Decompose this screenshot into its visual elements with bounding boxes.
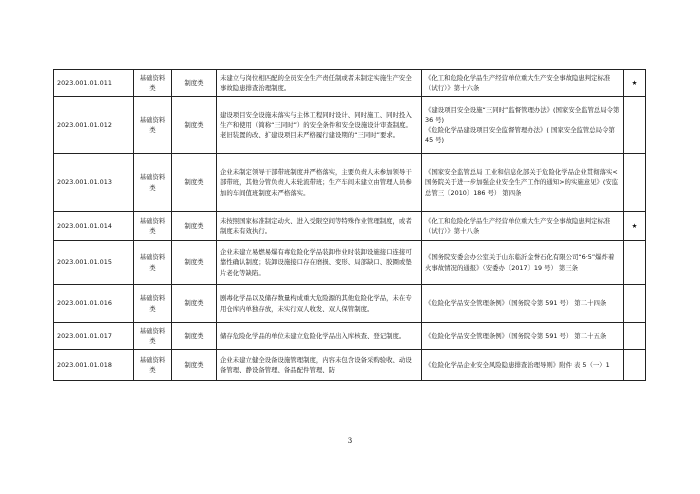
description-cell [217,285,422,323]
category-cell: 基础资料类 [134,212,172,241]
type-cell: 制度类 [172,154,217,212]
item-code-cell: 2023.001.01.015 [54,241,134,285]
basis-paragraph: 《国务院安委会办公室关于山东临沂金誉石化有限公司“6·5”爆炸着火事故情况的通报》（安委办〔2017〕19 号） 第三条 [425,253,615,272]
description-cell [217,323,422,350]
description-paragraph: 未建立与岗位相匹配的全员安全生产责任制或者未制定实施生产安全事故隐患排查治理制度。 [220,73,412,92]
major-hazard-star-icon [624,241,646,285]
description-paragraph: 企业未制定领导干部带班制度并严格落实，主要负责人未参加领导干部带班，其他分管负责人未轮流带班；生产车间未建立由管理人员参加的车间值班制度未严格落实。 [220,168,412,197]
description-cell [217,350,422,381]
table-row [54,350,646,381]
major-hazard-star-icon: ★ [624,212,646,241]
description-paragraph: 未按照国家标准制定动火、进入受限空间等特殊作业管理制度，或者制度未有效执行。 [220,216,412,235]
basis-paragraph: 《危险化学品安全管理条例》（国务院令第 591 号） 第二十四条 [425,299,607,308]
major-hazard-star-icon [624,350,646,381]
page-number: 3 [347,437,353,445]
type-cell: 制度类 [172,241,217,285]
table-row [54,285,646,323]
basis-paragraph: 《化工和危险化学品生产经营单位重大生产安全事故隐患判定标准（试行）》第十六条 [425,73,611,92]
description-paragraph: 企业未建立易燃易爆有毒危险化学品装卸作业时装卸设施接口连接可靠性确认制度；装卸设施接口存在磨损、变形、局部缺口、胶圈或垫片老化等缺陷。 [220,248,412,277]
item-code-cell: 2023.001.01.018 [54,350,134,381]
type-cell: 制度类 [172,212,217,241]
basis-cell [422,97,624,154]
basis-paragraph: 《建设项目安全设施“三同时”监督管理办法》(国家安全监管总局令第 36 号) [425,105,620,124]
description-cell [217,241,422,285]
item-code-cell: 2023.001.01.014 [54,212,134,241]
basis-cell [422,285,624,323]
regulation-table [53,69,646,381]
table-row [54,154,646,212]
major-hazard-star-icon [624,97,646,154]
category-cell: 基础资料类 [134,350,172,381]
description-cell [217,97,422,154]
item-code-cell: 2023.001.01.016 [54,285,134,323]
type-cell: 制度类 [172,285,217,323]
basis-cell [422,70,624,97]
basis-cell [422,154,624,212]
category-cell: 基础资料类 [134,70,172,97]
type-cell: 制度类 [172,323,217,350]
description-paragraph: 建设项目安全设施未落实与主体工程同时设计、同时施工、同时投入生产和使用（简称“三同时”）的安全条件和安全设施设计审查制度。 [220,110,412,129]
category-cell: 基础资料类 [134,241,172,285]
table-row [54,70,646,97]
category-cell: 基础资料类 [134,323,172,350]
description-paragraph: 储存危险化学品的单位未建立危险化学品出入库核查、登记制度。 [220,331,406,340]
basis-cell [422,323,624,350]
type-cell: 制度类 [172,97,217,154]
table-row [54,97,646,154]
category-cell: 基础资料类 [134,154,172,212]
basis-cell [422,212,624,241]
item-code-cell: 2023.001.01.013 [54,154,134,212]
table-row [54,241,646,285]
basis-cell [422,241,624,285]
basis-paragraph: 《危险化学品企业安全风险隐患排查治理导则》附件 表 5（一）1 [425,360,610,369]
description-paragraph: 老旧装置的改、扩建设项目未严格履行建设期的“三同时”要求。 [220,131,400,140]
category-cell: 基础资料类 [134,285,172,323]
basis-paragraph: 《化工和危险化学品生产经营单位重大生产安全事故隐患判定标准（试行）》第十八条 [425,216,611,235]
description-cell [217,212,422,241]
description-cell [217,154,422,212]
type-cell: 制度类 [172,350,217,381]
regulation-table-body [54,70,646,381]
item-code-cell: 2023.001.01.012 [54,97,134,154]
basis-cell [422,350,624,381]
item-code-cell: 2023.001.01.011 [54,70,134,97]
basis-paragraph: 《国家安全监管总局 工业和信息化部关于危险化学品企业贯彻落实<国务院关于进一步加强企业安全生产工作的通知>的实施意见》(安监总管三〔2010〕186 号） 第四条 [425,168,619,197]
basis-paragraph: 《危险化学品安全管理条例》（国务院令第 591 号） 第二十五条 [425,331,607,340]
major-hazard-star-icon [624,323,646,350]
category-cell: 基础资料类 [134,97,172,154]
table-row [54,212,646,241]
description-paragraph: 剧毒化学品以及储存数量构成重大危险源的其他危险化学品，未在专用仓库内单独存放，未实行双人收发、双人保管制度。 [220,294,412,313]
table-row [54,323,646,350]
item-code-cell: 2023.001.01.017 [54,323,134,350]
major-hazard-star-icon [624,154,646,212]
basis-paragraph: 《危险化学品建设项目安全监督管理办法》( 国家安全监管总局令第 45 号) [425,126,615,145]
major-hazard-star-icon [624,285,646,323]
description-cell [217,70,422,97]
description-paragraph: 企业未建立健全设备设施管理制度，内容未包含设备采购验收、动设备管理、静设备管理、备品配件管理、防 [220,355,412,374]
type-cell: 制度类 [172,70,217,97]
major-hazard-star-icon: ★ [624,70,646,97]
